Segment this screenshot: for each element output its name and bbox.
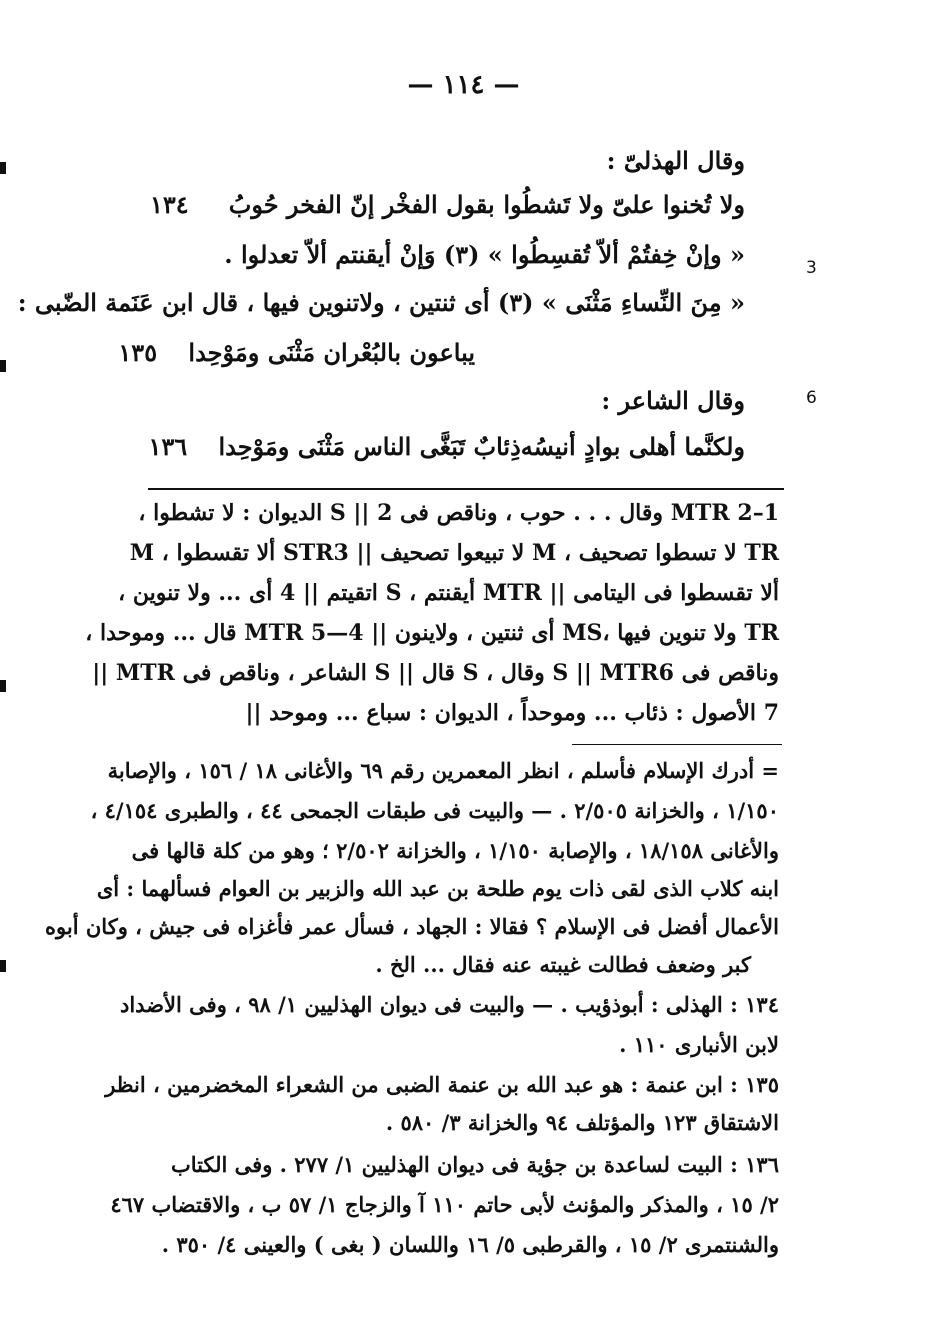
- edge-mark: [0, 680, 6, 692]
- verse-134-hemistich-2: بقول الفخْر إنّ الفخر حُوبُ: [228, 190, 495, 219]
- verse-135-hemistich: يباعون بالبُعْران مَثْنَى ومَوْحِدا: [188, 338, 475, 367]
- verse-134-number: ١٣٤: [150, 190, 189, 219]
- page-number: — ١١٤ —: [407, 70, 520, 100]
- footnote-line: ١/١٥٠ ، والخزانة ٢/٥٠٥ . — والبيت فى طبقات الجمحى ٤٤ ، والطبرى ٤/١٥٤ ،: [90, 798, 779, 823]
- verse-136: [150, 432, 745, 461]
- verse-135: [118, 338, 745, 367]
- verse-136-hemistich-1: ولكنَّما أهلى بوادٍ أنيسُه: [520, 432, 745, 461]
- verse-134: [150, 190, 745, 219]
- apparatus-line: وناقص فى S || MTR6 وقال ، S قال || S الشاعر ، وناقص فى MTR ||: [92, 660, 779, 686]
- footnote-line: = أدرك الإسلام فأسلم ، انظر المعمرين رقم ٦٩ والأغانى ١٨ / ١٥٦ ، والإصابة: [107, 758, 779, 783]
- main-line-4: « مِنَ النِّساءِ مَثْنَى » (٣) أى ثنتين ، ولاتنوين فيها ، قال ابن عَنَمة الضّبى :: [17, 288, 745, 317]
- edge-mark: [0, 960, 6, 972]
- line-number-3: 3: [806, 258, 817, 278]
- footnote-line: الاشتقاق ١٢٣ والمؤتلف ٩٤ والخزانة ٣/ ٥٨٠ .: [385, 1110, 779, 1135]
- apparatus-line: TR لا تسطوا تصحيف ، M لا تبيعوا تصحيف || STR3 ألا تقسطوا ، M: [129, 540, 779, 566]
- footnote-line: والشنتمرى ٢/ ١٥ ، والقرطبى ٥/ ١٦ واللسان ( بغى ) والعينى ٤/ ٣٥٠ .: [161, 1232, 779, 1257]
- footnote-line: ١٣٤ : الهذلى : أبوذؤيب . — والبيت فى ديوان الهذليين ١/ ٩٨ ، وفى الأضداد: [120, 992, 779, 1017]
- edge-mark: [0, 360, 6, 372]
- main-line-1: وقال الهذلىّ :: [606, 146, 745, 175]
- verse-136-number: ١٣٦: [148, 432, 188, 461]
- edge-mark: [0, 162, 6, 174]
- notes-divider: [572, 744, 782, 745]
- footnote-line: والأغانى ١٨/١٥٨ ، والإصابة ١/١٥٠ ، والخزانة ٢/٥٠٢ ؛ وهو من كلة قالها فى: [131, 838, 779, 863]
- verse-136-hemistich-2: ذِئابٌ تَبَغَّى الناس مَثْنَى ومَوْحِدا: [218, 432, 521, 461]
- footnote-line: الأعمال أفضل فى الإسلام ؟ فقالا : الجهاد ، فسأل عمر فأغزاه فى جيش ، وكان أبوه: [45, 914, 779, 939]
- apparatus-line: 7 الأصول : ذئاب ... وموحداً ، الديوان : سباع ... وموحد ||: [245, 700, 779, 726]
- apparatus-divider: [148, 488, 784, 490]
- footnote-line: ابنه كلاب الذى لقى ذات يوم طلحة بن عبد الله والزبير بن العوام فسألهما : أى: [96, 876, 779, 901]
- main-line-3: « وإنْ خِفتُمْ ألاّ تُقسِطُوا » (٣) وَإنْ أيقنتم ألاّ تعدلوا .: [224, 240, 745, 269]
- footnote-line: ١٣٦ : البيت لساعدة بن جؤية فى ديوان الهذليين ١/ ٢٧٧ . وفى الكتاب: [171, 1152, 779, 1177]
- line-number-6: 6: [806, 388, 817, 408]
- footnote-line: كبر وضعف فطالت غيبته عنه فقال ... الخ .: [375, 952, 751, 977]
- apparatus-line: 1–2 MTR وقال . . . حوب ، وناقص فى S || 2 الديوان : لا تشطوا ،: [138, 500, 779, 526]
- verse-134-hemistich-1: ولا تُخنوا علىّ ولا تَشطُوا: [503, 190, 745, 219]
- footnote-line: ٢/ ١٥ ، والمذكر والمؤنث لأبى حاتم ١١٠ آ والزجاج ١/ ٥٧ ب ، والاقتضاب ٤٦٧: [110, 1192, 779, 1217]
- footnote-line: ١٣٥ : ابن عنمة : هو عبد الله بن عنمة الضبى من الشعراء المخضرمين ، انظر: [105, 1072, 779, 1097]
- footnote-line: لابن الأنبارى ١١٠ .: [619, 1032, 779, 1057]
- main-line-6: وقال الشاعر :: [601, 386, 745, 415]
- apparatus-line: TR ولا تنوين فيها ،MS أى ثنتين ، ولاينون || 4—5 MTR قال ... وموحدا ،: [85, 620, 779, 646]
- verse-135-number: ١٣٥: [118, 338, 158, 367]
- apparatus-line: ألا تقسطوا فى اليتامى || MTR أيقنتم ، S اتقيتم || 4 أى ... ولا تنوين ،: [118, 580, 779, 606]
